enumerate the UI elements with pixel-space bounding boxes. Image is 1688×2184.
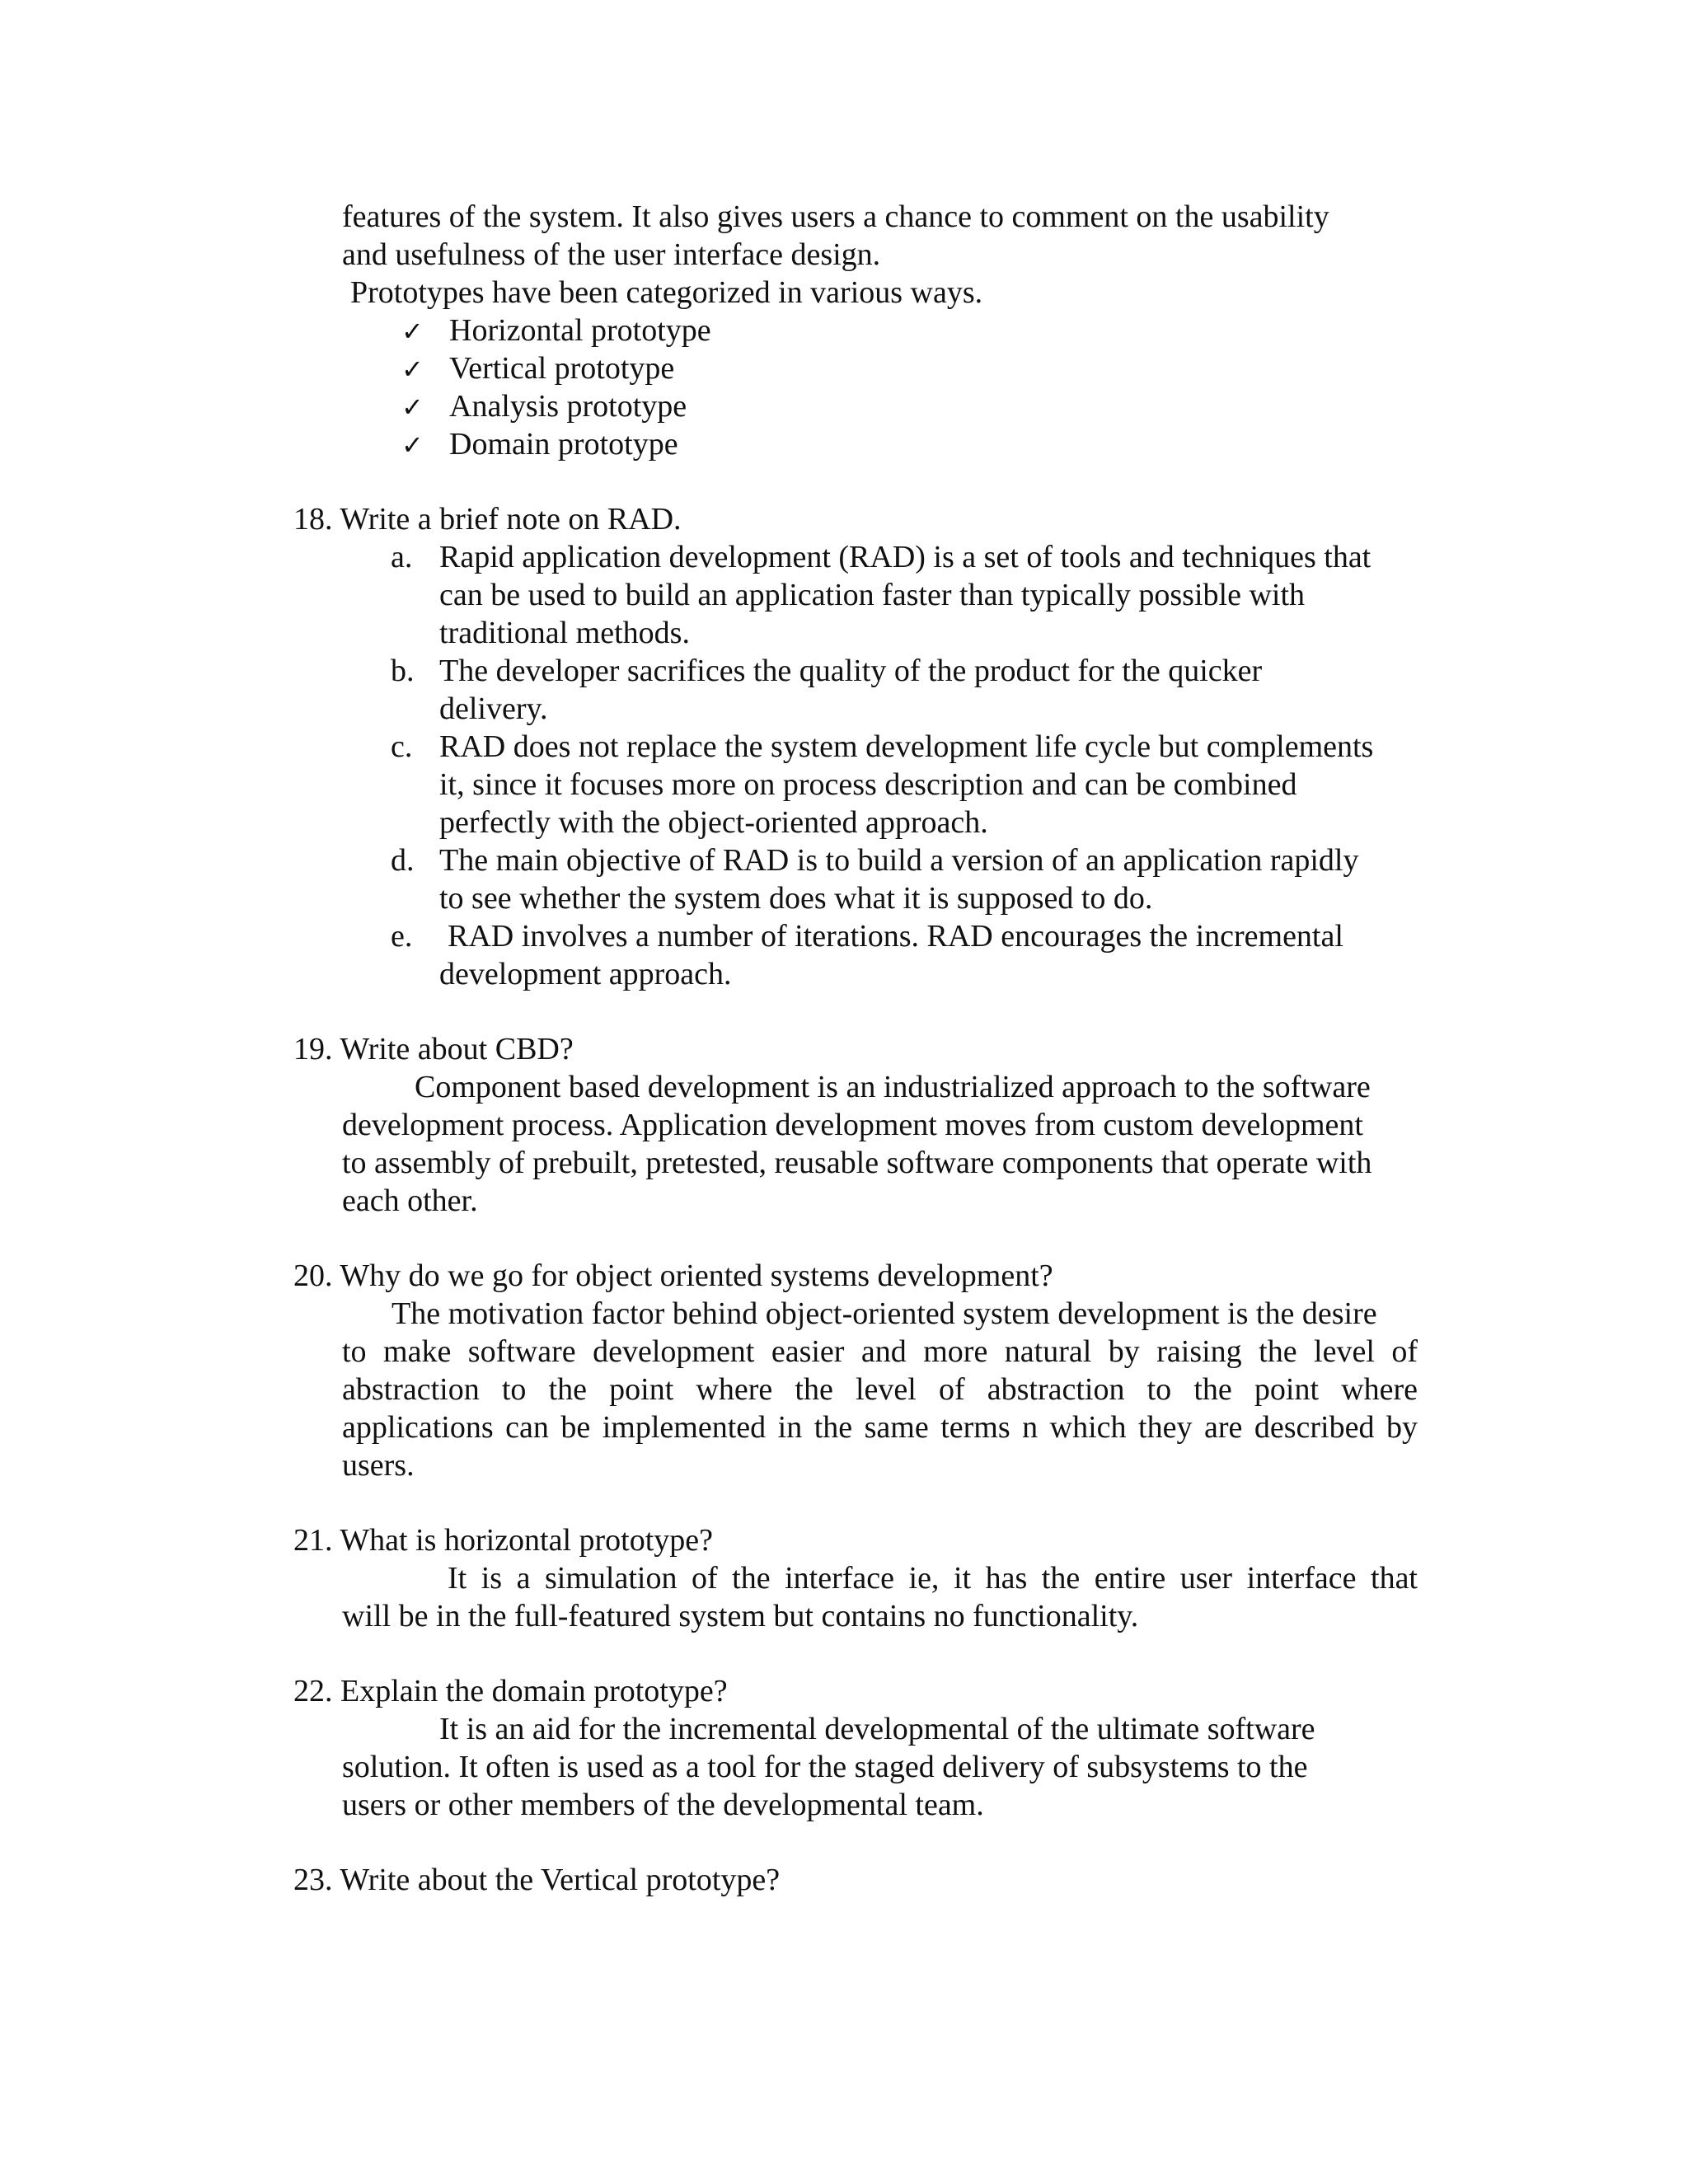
checklist-item-label: Analysis prototype xyxy=(449,389,687,424)
checkmark-icon: ✓ xyxy=(401,316,424,347)
checklist-item xyxy=(401,391,687,422)
answer-20-line: applications can be implemented in the same terms n which they are described by xyxy=(342,1410,1418,1445)
rad-item-b-line: The developer sacrifices the quality of the product for the quicker xyxy=(439,654,1263,688)
rad-item-d-line: The main objective of RAD is to build a version of an application rapidly xyxy=(439,843,1359,878)
rad-item-c-line: it, since it focuses more on process description and can be combined xyxy=(439,767,1297,802)
intro-line-3: Prototypes have been categorized in various ways. xyxy=(350,275,983,310)
checklist-item-label: Domain prototype xyxy=(449,427,678,462)
answer-19-line: each other. xyxy=(342,1183,478,1218)
answer-20-line: users. xyxy=(342,1448,415,1483)
question-18-heading: 18. Write a brief note on RAD. xyxy=(293,502,682,537)
intro-line-2: and usefulness of the user interface design. xyxy=(342,237,881,272)
checklist-item xyxy=(401,315,711,346)
question-22-heading: 22. Explain the domain prototype? xyxy=(293,1674,728,1708)
answer-22-line: It is an aid for the incremental developmental of the ultimate software xyxy=(439,1712,1315,1746)
answer-19-line: development process. Application development moves from custom development xyxy=(342,1108,1363,1142)
checklist-item xyxy=(401,429,678,460)
checklist-item-label: Vertical prototype xyxy=(449,351,675,386)
intro-line-1: features of the system. It also gives users a chance to comment on the usability xyxy=(342,199,1329,234)
checklist-item-label: Horizontal prototype xyxy=(449,313,711,348)
rad-item-marker: e. xyxy=(391,919,413,954)
rad-item-d-line: to see whether the system does what it is supposed to do. xyxy=(439,881,1153,916)
rad-item-c-line: RAD does not replace the system development life cycle but complements xyxy=(439,729,1374,764)
rad-item-a-line: traditional methods. xyxy=(439,616,690,650)
checkmark-icon: ✓ xyxy=(401,429,424,461)
answer-22-line: solution. It often is used as a tool for the staged delivery of subsystems to the xyxy=(342,1750,1308,1784)
rad-item-a-line: can be used to build an application faster than typically possible with xyxy=(439,578,1306,612)
rad-item-b-line: delivery. xyxy=(439,691,548,726)
answer-20-line: abstraction to the point where the level of abstraction to the point where xyxy=(342,1372,1418,1407)
answer-21-line: will be in the full-featured system but contains no functionality. xyxy=(342,1599,1139,1633)
rad-item-c-line: perfectly with the object-oriented approach. xyxy=(439,805,988,840)
answer-19-line: Component based development is an industrialized approach to the software xyxy=(415,1070,1371,1104)
rad-item-e-line: development approach. xyxy=(439,957,732,991)
checklist-item xyxy=(401,353,674,384)
answer-20-line: The motivation factor behind object-oriented system development is the desire xyxy=(392,1296,1377,1331)
rad-item-marker: b. xyxy=(391,654,415,688)
question-19-heading: 19. Write about CBD? xyxy=(293,1032,574,1066)
checkmark-icon: ✓ xyxy=(401,391,424,423)
rad-item-marker: c. xyxy=(391,729,413,764)
question-23-heading: 23. Write about the Vertical prototype? xyxy=(293,1863,781,1897)
rad-item-a-line: Rapid application development (RAD) is a set of tools and techniques that xyxy=(439,540,1372,574)
question-21-heading: 21. What is horizontal prototype? xyxy=(293,1523,714,1558)
answer-20-line: to make software development easier and more natural by raising the level of xyxy=(342,1334,1418,1369)
checkmark-icon: ✓ xyxy=(401,354,424,385)
answer-22-line: users or other members of the developmental team. xyxy=(342,1788,984,1822)
question-20-heading: 20. Why do we go for object oriented systems development? xyxy=(293,1258,1053,1293)
rad-item-e-line: RAD involves a number of iterations. RAD encourages the incremental xyxy=(448,919,1343,954)
rad-item-marker: a. xyxy=(391,540,413,574)
answer-19-line: to assembly of prebuilt, pretested, reusable software components that operate with xyxy=(342,1146,1372,1180)
answer-21-line: It is a simulation of the interface ie, it has the entire user interface that xyxy=(448,1561,1418,1596)
rad-item-marker: d. xyxy=(391,843,415,878)
